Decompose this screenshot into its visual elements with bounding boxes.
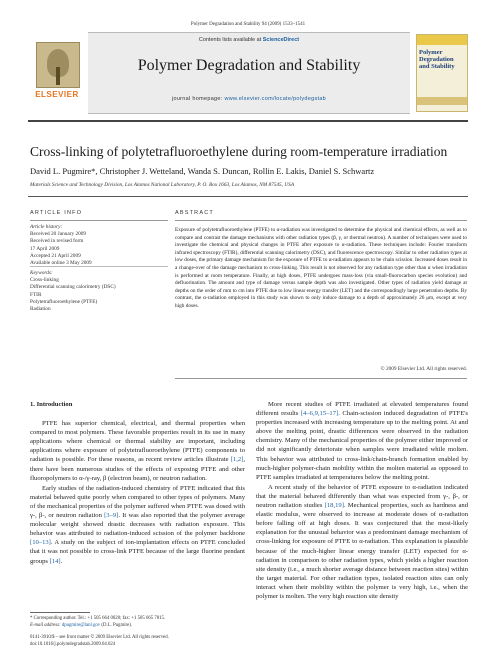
citation-link[interactable]: [18,19] bbox=[324, 502, 344, 510]
cover-title: Polymer Degradation and Stability bbox=[419, 49, 455, 70]
history-line: Available online 3 May 2009 bbox=[30, 260, 92, 267]
contents-line bbox=[88, 37, 410, 43]
citation-link[interactable]: [3–9] bbox=[104, 512, 119, 520]
footnote bbox=[30, 615, 245, 629]
history-line: 17 April 2009 bbox=[30, 245, 60, 252]
history-label: Article history: bbox=[30, 224, 63, 230]
history-line: Accepted 21 April 2009 bbox=[30, 252, 81, 259]
article-info-heading: ARTICLE INFO bbox=[30, 210, 83, 216]
intro-left-column bbox=[30, 400, 245, 567]
section-heading: 1. Introduction bbox=[30, 401, 73, 408]
abstract-text: Exposure of polytetrafluoroethylene (PTFE) to α-radiation was investigated to determine the physical and chemical effects, as well as to compare and contrast the damage mechanisms with other radiation types (β, γ, or thermal neutron). A number of techniques were used to investigate the chemical and physical changes in PTFE after exposure to α-radiation. These techniques include: Fourier transform infrared spectroscopy (FTIR), differential scanning calorimetry (DSC), and fluorescence spectroscopy. Similar to other radiation types at low doses, the primary damage mechanism for the exposure of PTFE to α-radiation appears to be chain scission. Increased doses result in a change-over of the damage mechanism to cross-linking. This result is not observed for any radiation type other than α when irradiation is performed at room temperature. Finally, at high doses, PTFE undergoes mass-loss (via small-fluorocarbon species evolution) and defluorination. The amount and type of damage versus sample depth was also investigated. Other types of radiation yield damage at depths on the order of mm to cm into PTFE due to low linear energy transfer (LET) and the correspondingly large penetration depths. By contrast, the α-radiation employed in this study was shown to only induce damage to a depth of approximately 26 μm, except at very high doses. bbox=[175, 227, 467, 309]
citation-link[interactable]: [4–6,9,15–17] bbox=[300, 410, 339, 418]
title-divider bbox=[28, 196, 468, 197]
journal-header bbox=[28, 32, 468, 114]
paragraph: More recent studies of PTFE irradiated at elevated temperatures found different results [4–6,9,15–17]. Chain-scission induced degradation of PTFE's properties increased with increasing temperature up to the melting point. At and above the melting point, drastic differences were observed in the radiation chemistry. Many of the mechanical properties of the polymer either improved or did not significantly deteriorate when samples were irradiated while molten. This behavior was attributed to cross-link/chain-branch formation enabled by much-higher polymer-chain mobility within the molten material as opposed to PTFE samples irradiated at temperatures below the melting point. bbox=[256, 401, 468, 481]
abstract-rule bbox=[175, 220, 467, 221]
intro-right-column bbox=[256, 400, 468, 602]
homepage-prefix: journal homepage: bbox=[171, 96, 223, 102]
issn-line: 0141-3910/$ – see front matter © 2009 Elsevier Ltd. All rights reserved. bbox=[30, 635, 169, 640]
email-link[interactable]: dpugmire@lanl.gov bbox=[61, 623, 101, 628]
citation-link[interactable]: [1,2] bbox=[230, 456, 244, 464]
citation-link[interactable]: [14] bbox=[49, 557, 61, 565]
copyright: © 2009 Elsevier Ltd. All rights reserved. bbox=[380, 366, 467, 372]
paragraph: Early studies of the radiation-induced chemistry of PTFE indicated that this material behaved quite poorly when compared to other types of polymers. Many of the mechanical properties of the polymer suffered when PTFE was dosed with γ-, β-, or neutron radiation [3–9]. It was also reported that the polymer average molecular weight showed drastic decreases with radiation exposure. This behavior was attributed to radiation-induced scission of the polymer backbone [10–13]. A study on the subject of ion-implantation effects on PTFE concluded that it was not possible to cross-link PTFE because of the large fluorine pendant groups [14]. bbox=[30, 484, 245, 565]
doi-line: doi:10.1016/j.polymdegradstab.2009.04.024 bbox=[30, 642, 116, 647]
paragraph: A recent study of the behavior of PTFE exposure to α-radiation indicated that the material behaved differently than what was expected from γ-, β-, or neutron radiation studies [18,19]. Mechanical properties, such as hardness and elastic modulus, were observed to increase at moderate doses of α-radiation before falling off at high doses. It was conjectured that the most-likely explanation for the unusual behavior was a predominant damage mechanism of cross-linking for exposure of PTFE to α-radiation. This explanation is plausible because of the much-higher linear energy transfer (LET) expected for α-radiation in comparison to other radiation types, which yields a higher reaction site density (i.e., a much shorter average distance between reaction sites) within the target material. For other radiation types, isolated reaction sites can only interact when their mobility within the polymer is very high, i.e., when the polymer is molten. The very high reaction site density bbox=[256, 483, 468, 600]
paragraph: PTFE has superior chemical, electrical, and thermal properties when compared to most polymers. These favorable properties result in its use in many applications where chemical or thermal stability are important, including applications where exposure of polytetrafluoroethylene (PTFE) components to radiation is possible. For these reasons, as recent review articles illustrate [1,2], there have been numerous studies of the effects of exposing PTFE and other fluoropolymers to α-/γ-ray, β (electron beam), or neutron radiation. bbox=[30, 420, 245, 482]
keyword: Radiation bbox=[30, 306, 51, 313]
article-info-rule bbox=[30, 220, 168, 221]
publisher-name: ELSEVIER bbox=[35, 90, 79, 99]
article-title: Cross-linking of polytetrafluoroethylene during room-temperature irradiation bbox=[30, 144, 448, 159]
elsevier-logo bbox=[30, 42, 84, 104]
history-line: Received in revised form bbox=[30, 238, 84, 245]
keywords-block bbox=[30, 270, 170, 313]
journal-reference: Polymer Degradation and Stability 94 (2009) 1533–1541 bbox=[190, 22, 306, 27]
journal-title: Polymer Degradation and Stability bbox=[137, 57, 361, 74]
header-banner bbox=[88, 32, 410, 114]
affiliation: Materials Science and Technology Division, Los Alamos National Laboratory, P. O. Box 1663, Los Alamos, NM 87545, USA bbox=[30, 182, 295, 188]
corresponding-author: * Corresponding author. Tel.: +1 505 664 0028; fax: +1 505 665 7815. bbox=[30, 616, 166, 621]
info-divider bbox=[30, 266, 168, 267]
contents-prefix: Contents lists available at bbox=[198, 37, 262, 43]
abstract-end-rule bbox=[175, 378, 467, 379]
history-line: Received 20 January 2009 bbox=[30, 231, 87, 238]
journal-cover bbox=[416, 34, 468, 112]
keyword: FTIR bbox=[30, 291, 42, 298]
keyword: Cross-linking bbox=[30, 277, 59, 284]
footnote-rule bbox=[30, 612, 90, 613]
journal-homepage bbox=[88, 96, 410, 102]
publication-info bbox=[30, 634, 245, 648]
keyword: Polytetrafluoroethylene (PTFE) bbox=[30, 298, 98, 305]
citation-link[interactable]: [10–13] bbox=[30, 539, 51, 547]
keywords-label: Keywords: bbox=[30, 270, 53, 276]
sciencedirect-link[interactable]: ScienceDirect bbox=[262, 37, 300, 43]
abstract-heading: ABSTRACT bbox=[175, 210, 214, 216]
elsevier-tree-icon bbox=[36, 42, 80, 88]
homepage-link[interactable]: www.elsevier.com/locate/polydegstab bbox=[224, 96, 327, 102]
authors: David L. Pugmire*, Christopher J. Wetteland, Wanda S. Duncan, Rollin E. Lakis, Daniel S. Schwartz bbox=[30, 166, 375, 176]
email-line: E-mail address: dpugmire@lanl.gov (D.L. Pugmire). bbox=[30, 623, 133, 628]
keyword: Differential scanning calorimetry (DSC) bbox=[30, 284, 116, 291]
header-divider bbox=[28, 120, 468, 122]
article-history bbox=[30, 224, 170, 267]
